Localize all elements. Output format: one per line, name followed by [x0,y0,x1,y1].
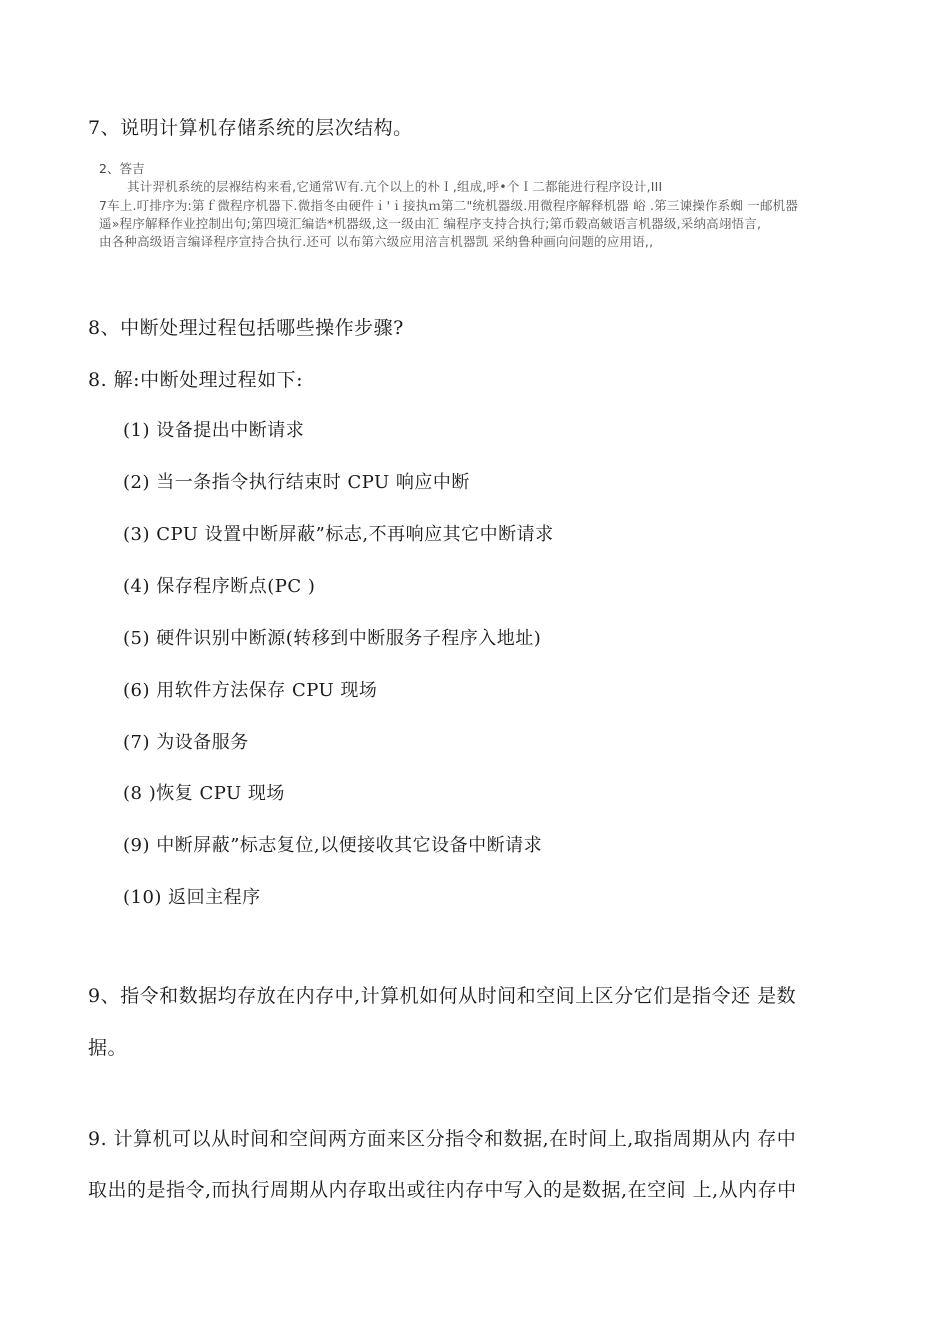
answer-7-line-4: 由各种高级语言编译程序宣持合执行.还可 以布第六级应用涪言机器凯 采纳鲁种画向问题的应用语,, [99,234,654,249]
answer-7-line-3: 遥»程序解释作业控制出句;第四境汇编诰*机器级,这一级由汇 编程序支持合执行;第币毂高皴语言机器级,采纳高翊悟言, [99,216,762,231]
step-item: (1) 设备提出中断请求 [123,420,305,441]
answer-7-label: 2、答吉 [99,161,145,176]
step-item: (5) 硬件识别中断源(转移到中断服务子程序入地址) [123,628,542,649]
answer-7-line-1: 其计羿机系统的层褓结构来看,它通常Ｗ有.亢个以上的朴Ｉ,组成,呼•个Ｉ二都能进行程序设计,III [127,179,663,194]
step-item: (6) 用软件方法保存 CPU 现场 [123,680,378,701]
answer-8-intro: 8. 解:中断处理过程如下: [88,369,303,391]
step-item: (9) 中断屏蔽”标志复位,以便接收其它设备中断请求 [123,835,543,856]
answer-7-line-2: 7车上.叮排序为:第ｆ微程序机器下.微指冬由硬件ｉ'ｉ接执ｍ第二"统机器级.用微程序解释机器 峪 .笫三谏操作系蜘 一邮机器 [99,198,799,213]
question-9-line-1: 9、指令和数据均存放在内存中,计算机如何从时间和空间上区分它们是指令还 是数 [88,985,797,1007]
step-item: (2) 当一条指令执行结束时 CPU 响应中断 [123,472,470,493]
answer-9-line-1: 9. 计算机可以从时间和空间两方面来区分指令和数据,在时间上,取指周期从内 存中 [88,1128,797,1150]
question-9-line-2: 据。 [88,1037,128,1059]
step-item: (7) 为设备服务 [123,732,249,753]
question-7-text: 7、说明计算机存储系统的层次结构。 [88,117,413,139]
question-8-text: 8、中断处理过程包括哪些操作步骤? [88,317,404,339]
step-item: (3) CPU 设置中断屏蔽”标志,不再响应其它中断请求 [123,524,554,545]
step-item: (10) 返回主程序 [123,887,261,908]
step-item: (8 )恢复 CPU 现场 [123,783,285,804]
step-item: (4) 保存程序断点(PC ) [123,576,316,597]
answer-9-line-2: 取出的是指令,而执行周期从内存取出或往内存中写入的是数据,在空间 上,从内存中 [88,1179,797,1201]
